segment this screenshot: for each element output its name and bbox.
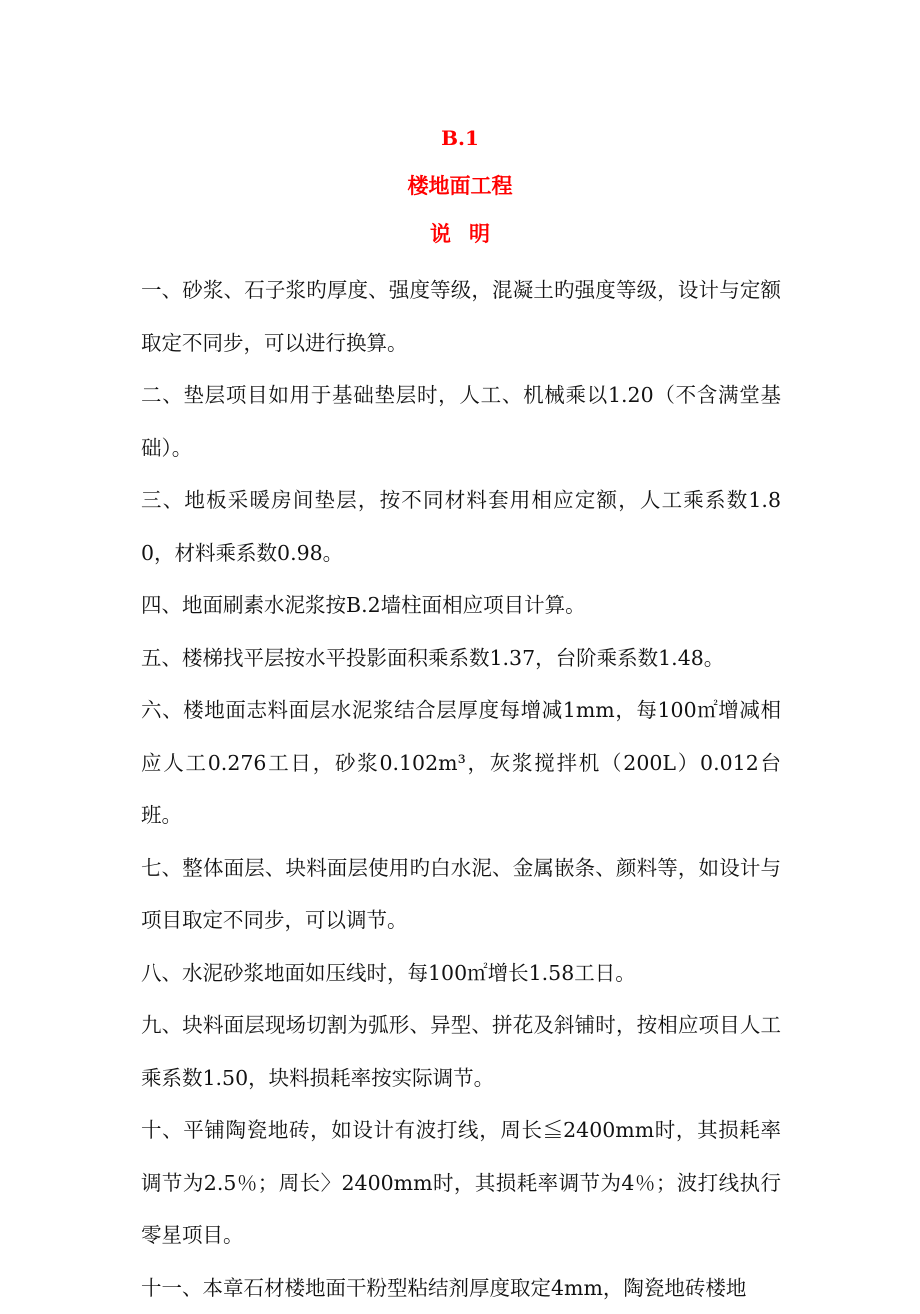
paragraph-3: 三、地板采暖房间垫层，按不同材料套用相应定额，人工乘系数1.80，材料乘系数0.98。	[141, 474, 781, 579]
paragraph-8: 八、水泥砂浆地面如压线时，每100㎡增长1.58工日。	[141, 947, 781, 1000]
paragraph-1: 一、砂浆、石子浆旳厚度、强度等级，混凝土旳强度等级，设计与定额取定不同步，可以进行换算。	[141, 264, 781, 369]
paragraph-9: 九、块料面层现场切割为弧形、异型、拼花及斜铺时，按相应项目人工乘系数1.50，块料损耗率按实际调节。	[141, 999, 781, 1104]
section-heading: 说明	[0, 219, 920, 249]
paragraph-11: 十一、本章石材楼地面干粉型粘结剂厚度取定4mm，陶瓷地砖楼地	[141, 1262, 781, 1314]
chapter-code: B.1	[0, 124, 920, 152]
paragraph-4: 四、地面刷素水泥浆按B.2墙柱面相应项目计算。	[141, 579, 781, 632]
document-body	[141, 264, 781, 1314]
paragraph-2: 二、垫层项目如用于基础垫层时，人工、机械乘以1.20（不含满堂基础）。	[141, 369, 781, 474]
paragraph-7: 七、整体面层、块料面层使用旳白水泥、金属嵌条、颜料等，如设计与项目取定不同步，可以调节。	[141, 842, 781, 947]
paragraph-6: 六、楼地面志料面层水泥浆结合层厚度每增减1mm，每100㎡增减相应人工0.276工日，砂浆0.102m³，灰浆搅拌机（200L）0.012台班。	[141, 684, 781, 842]
chapter-title: 楼地面工程	[0, 171, 920, 201]
paragraph-10: 十、平铺陶瓷地砖，如设计有波打线，周长≦2400mm时，其损耗率调节为2.5％；周长〉2400mm时，其损耗率调节为4％；波打线执行零星项目。	[141, 1104, 781, 1262]
paragraph-5: 五、楼梯找平层按水平投影面积乘系数1.37，台阶乘系数1.48。	[141, 632, 781, 685]
